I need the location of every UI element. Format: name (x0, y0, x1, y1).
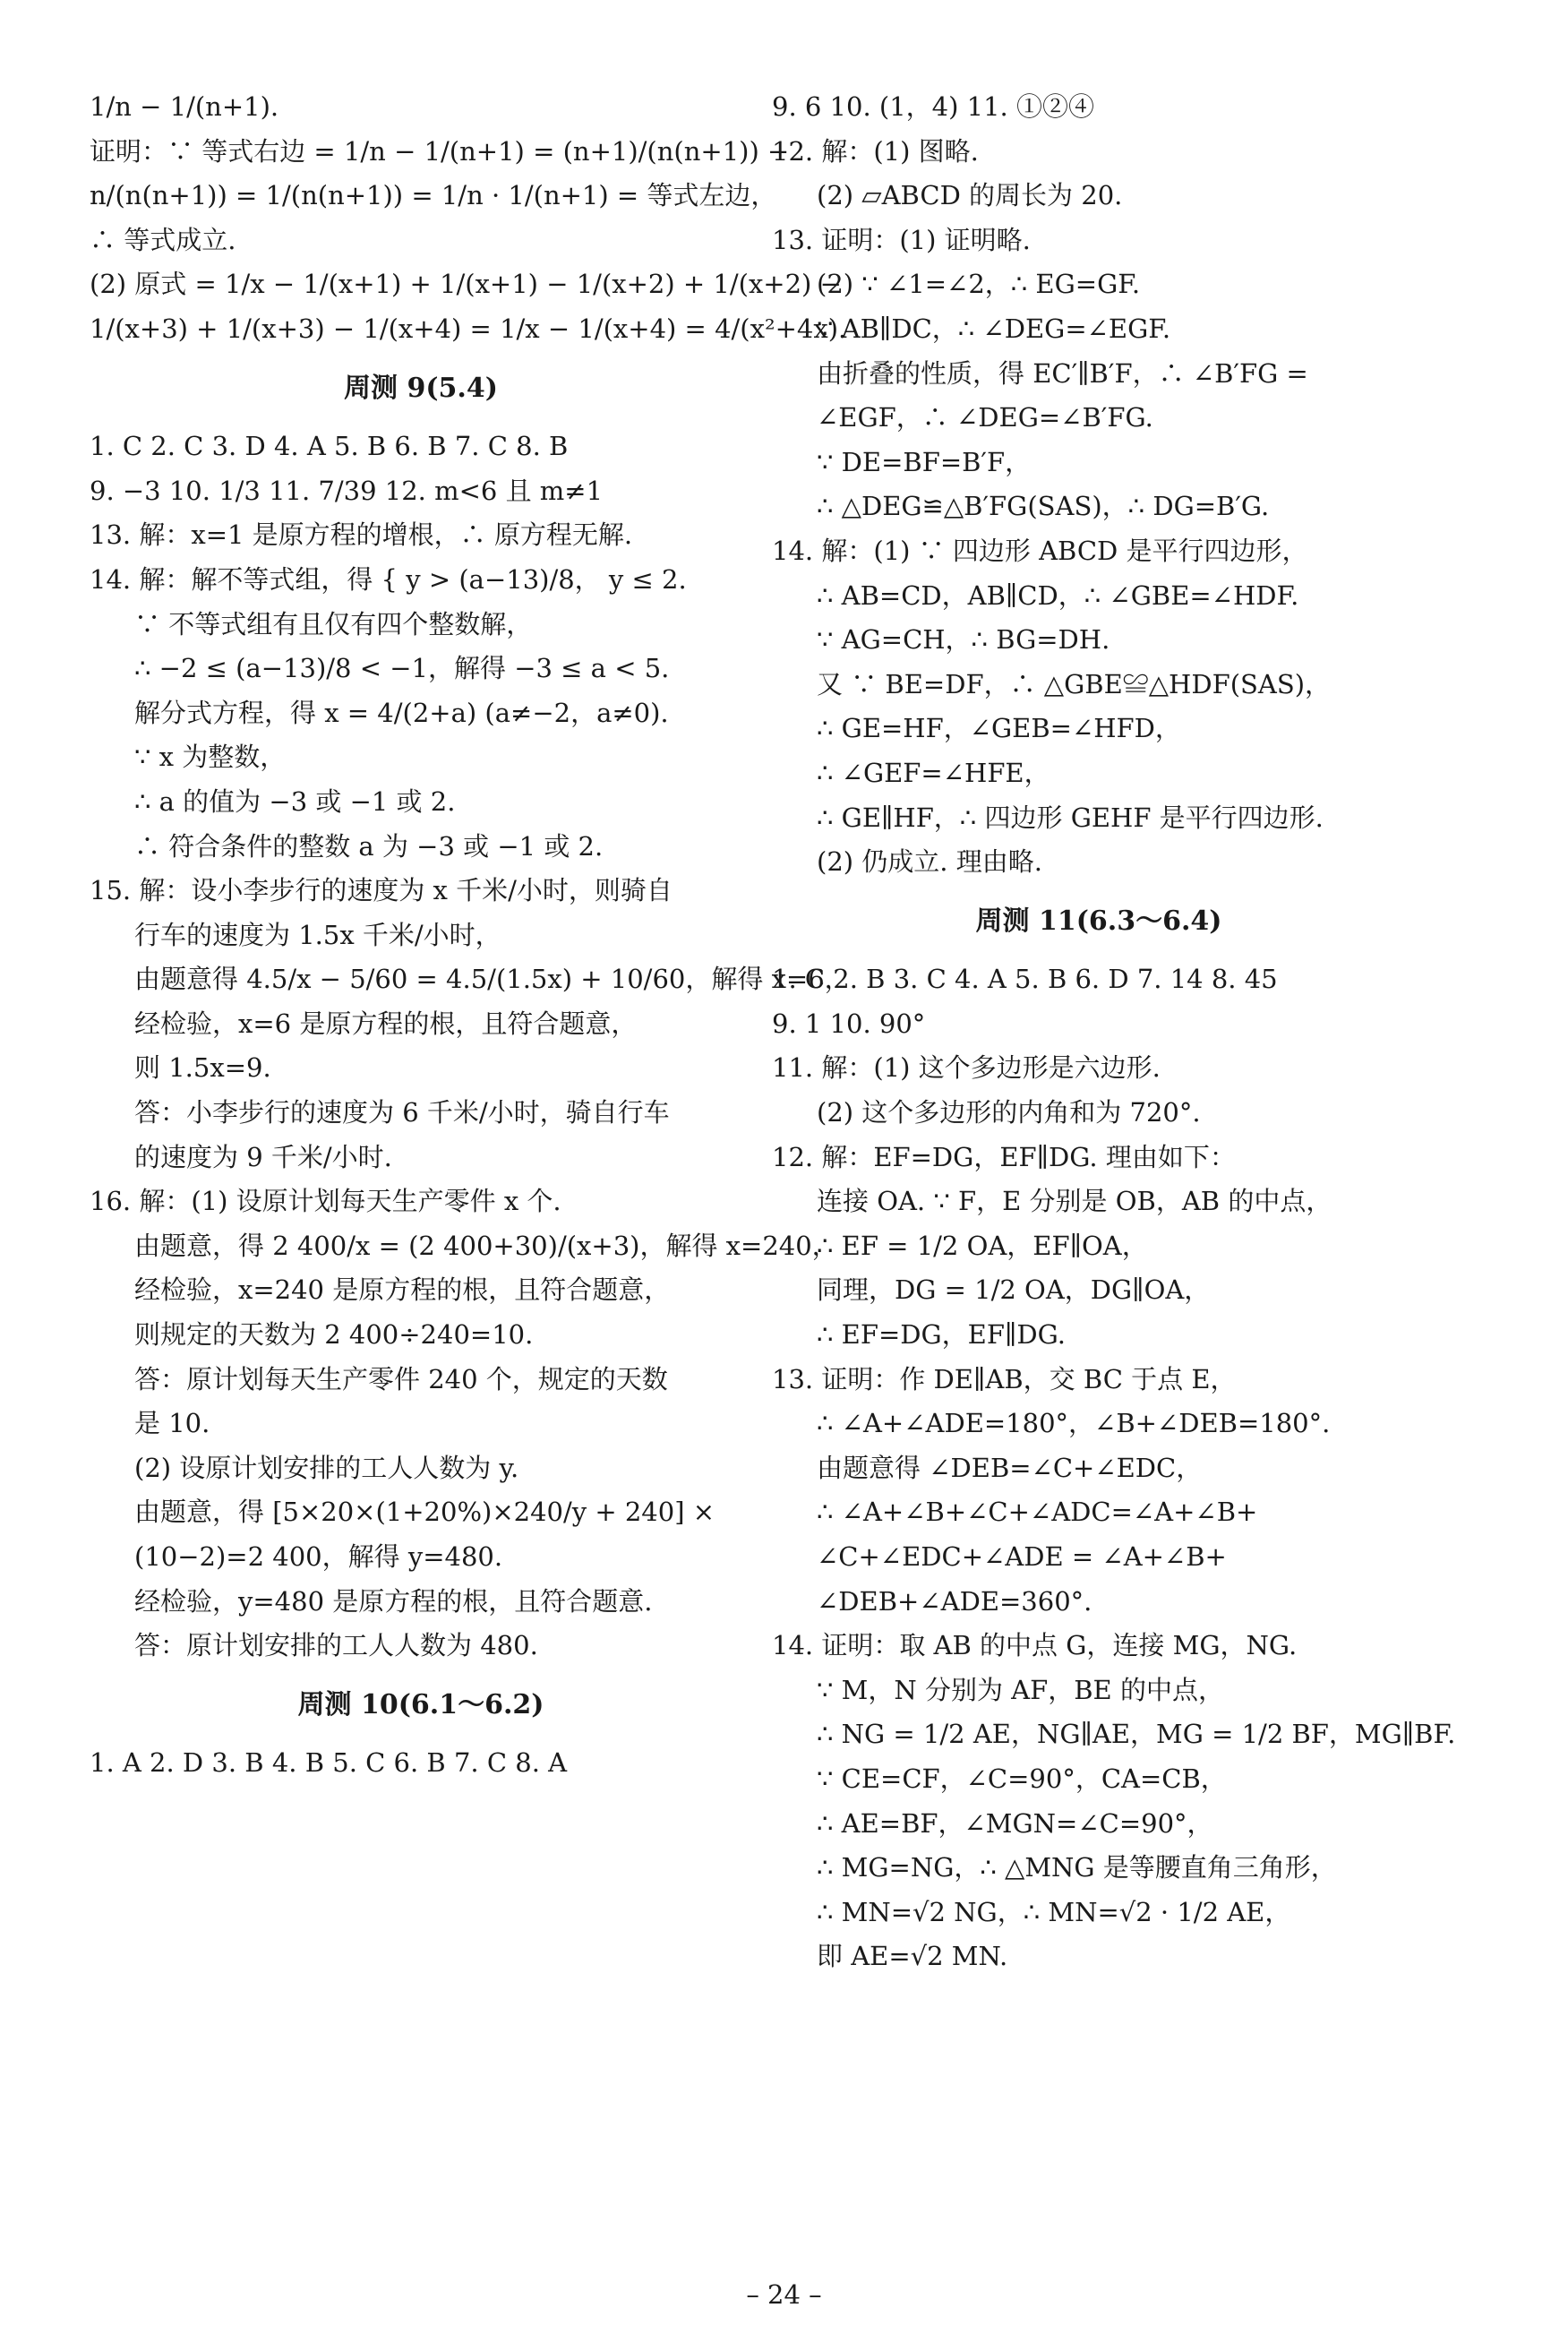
answer-line: 答：小李步行的速度为 6 千米/小时，骑自行车 (134, 1097, 670, 1128)
answer-line: ∠C+∠EDC+∠ADE = ∠A+∠B+ (817, 1541, 1227, 1572)
answer-line: 15. 解：设小李步行的速度为 x 千米/小时，则骑自 (90, 875, 673, 906)
answer-line: (2) 设原计划安排的工人人数为 y. (134, 1452, 519, 1483)
answer-line: 1. A 2. D 3. B 4. B 5. C 6. B 7. C 8. A (90, 1747, 568, 1779)
answer-line: ∴ EF = 1/2 OA，EF∥OA， (817, 1230, 1148, 1261)
answer-line: 经检验，y=480 是原方程的根，且符合题意. (134, 1585, 653, 1617)
answer-line: 的速度为 9 千米/小时. (134, 1141, 392, 1172)
answer-line: 证明：∵ 等式右边 = 1/n − 1/(n+1) = (n+1)/(n(n+1)) − (90, 135, 790, 167)
answer-line: ∵ M，N 分别为 AF，BE 的中点， (817, 1674, 1224, 1705)
answer-line: ∴ △DEG≌△B′FG(SAS)，∴ DG=B′G. (817, 491, 1270, 522)
page-number: – 24 – (746, 2279, 822, 2310)
answer-line: 9. −3 10. 1/3 11. 7/39 12. m<6 且 m≠1 (90, 475, 604, 506)
answer-line: 12. 解：(1) 图略. (772, 135, 979, 167)
answer-line: 经检验，x=240 是原方程的根，且符合题意， (134, 1274, 671, 1306)
answer-line: ∴ ∠GEF=∠HFE， (817, 757, 1050, 788)
answer-line: 1. C 2. B 3. C 4. A 5. B 6. D 7. 14 8. 45 (772, 964, 1278, 995)
right-column (772, 85, 1456, 1979)
answer-line: (2) 这个多边形的内角和为 720°. (817, 1097, 1201, 1128)
answer-line: 9. 6 10. (1，4) 11. ①②④ (772, 91, 1094, 122)
answer-line: 由题意得 4.5/x − 5/60 = 4.5/(1.5x) + 10/60，解得 x=6， (134, 964, 851, 995)
answer-line: 由题意，得 2 400/x = (2 400+30)/(x+3)，解得 x=240， (134, 1230, 838, 1261)
section-heading: 周测 10(6.1～6.2) (297, 1688, 544, 1720)
answer-line: ∴ AB=CD，AB∥CD，∴ ∠GBE=∠HDF. (817, 579, 1299, 611)
answer-line: ∴ GE=HF，∠GEB=∠HFD， (817, 713, 1181, 744)
answer-line: 解分式方程，得 x = 4/(2+a) (a≠−2，a≠0). (134, 697, 669, 728)
section-heading: 周测 9(5.4) (344, 372, 498, 404)
answer-line: ∵ x 为整数， (134, 742, 287, 773)
answer-line: 答：原计划每天生产零件 240 个，规定的天数 (134, 1363, 668, 1394)
answer-line: (2) 原式 = 1/x − 1/(x+1) + 1/(x+1) − 1/(x+2) + 1/(x+2) − (90, 269, 842, 300)
answer-line: ∴ 等式成立. (90, 224, 236, 255)
answer-line: ∴ MN=√2 NG，∴ MN=√2 · 1/2 AE， (817, 1896, 1291, 1927)
answer-line: (2) 仍成立. 理由略. (817, 846, 1042, 878)
answer-line: 16. 解：(1) 设原计划每天生产零件 x 个. (90, 1186, 561, 1217)
answer-line: 又 ∵ BE=DF，∴ △GBE≌△HDF(SAS)， (817, 668, 1332, 699)
answer-line: ∵ DE=BF=B′F， (817, 446, 1032, 477)
answer-line: ∴ MG=NG，∴ △MNG 是等腰直角三角形， (817, 1852, 1337, 1883)
answer-line: n/(n(n+1)) = 1/(n(n+1)) = 1/n · 1/(n+1) = 等式左边， (90, 180, 777, 211)
answer-line: 1. C 2. C 3. D 4. A 5. B 6. B 7. C 8. B (90, 431, 569, 462)
answer-line: ∠EGF，∴ ∠DEG=∠B′FG. (817, 402, 1153, 433)
answer-line: 1/n − 1/(n+1). (90, 91, 279, 122)
answer-line: ∵ AG=CH，∴ BG=DH. (817, 624, 1110, 656)
answer-line: 由折叠的性质，得 EC′∥B′F，∴ ∠B′FG = (817, 357, 1308, 389)
answer-line: (10−2)=2 400，解得 y=480. (134, 1541, 503, 1572)
answer-line: ∴ a 的值为 −3 或 −1 或 2. (134, 785, 456, 817)
answer-line: ∴ EF=DG，EF∥DG. (817, 1319, 1066, 1351)
answer-line: 14. 解：(1) ∵ 四边形 ABCD 是平行四边形， (772, 535, 1308, 566)
answer-line: 连接 OA. ∵ F，E 分别是 OB，AB 的中点， (817, 1186, 1332, 1217)
section-heading: 周测 11(6.3～6.4) (975, 905, 1222, 937)
answer-line: 14. 解：解不等式组，得 { y > (a−13)/8， y ≤ 2. (90, 563, 687, 595)
answer-line: 13. 解：x=1 是原方程的增根，∴ 原方程无解. (90, 519, 633, 551)
answer-line: 答：原计划安排的工人人数为 480. (134, 1630, 538, 1661)
answer-line: 13. 证明：(1) 证明略. (772, 224, 1031, 255)
answer-line: 则规定的天数为 2 400÷240=10. (134, 1319, 534, 1351)
answer-line: ∴ −2 ≤ (a−13)/8 < −1，解得 −3 ≤ a < 5. (134, 653, 670, 684)
answer-line: 11. 解：(1) 这个多边形是六边形. (772, 1052, 1161, 1084)
answer-line: 是 10. (134, 1408, 210, 1439)
answer-line: 则 1.5x=9. (134, 1052, 271, 1084)
answer-line: (2) ▱ABCD 的周长为 20. (817, 180, 1123, 211)
answer-line: 由题意，得 [5×20×(1+20%)×240/y + 240] × (134, 1497, 715, 1528)
answer-line: 14. 证明：取 AB 的中点 G，连接 MG，NG. (772, 1630, 1298, 1661)
answer-line: ∴ ∠A+∠ADE=180°，∠B+∠DEB=180°. (817, 1408, 1331, 1439)
answer-line: ∵ 不等式组有且仅有四个整数解， (134, 608, 533, 639)
answer-line: 由题意得 ∠DEB=∠C+∠EDC， (817, 1452, 1203, 1483)
answer-line: 同理，DG = 1/2 OA，DG∥OA， (817, 1274, 1211, 1306)
answer-line: 行车的速度为 1.5x 千米/小时， (134, 919, 501, 950)
answer-line: 9. 1 10. 90° (772, 1008, 926, 1039)
answer-line: ∴ NG = 1/2 AE，NG∥AE，MG = 1/2 BF，MG∥BF. (817, 1719, 1456, 1750)
answer-line: 即 AE=√2 MN. (817, 1941, 1008, 1972)
answer-line: 1/(x+3) + 1/(x+3) − 1/(x+4) = 1/x − 1/(x+4) = 4/(x²+4x). (90, 313, 847, 344)
answer-line: (2) ∵ ∠1=∠2，∴ EG=GF. (817, 269, 1141, 300)
answer-line: ∴ ∠A+∠B+∠C+∠ADC=∠A+∠B+ (817, 1497, 1258, 1528)
answer-line: ∴ 符合条件的整数 a 为 −3 或 −1 或 2. (134, 830, 604, 862)
answer-line: ∴ AE=BF，∠MGN=∠C=90°， (817, 1807, 1213, 1839)
answer-line: ∵ AB∥DC，∴ ∠DEG=∠EGF. (817, 313, 1171, 344)
answer-line: ∴ GE∥HF，∴ 四边形 GEHF 是平行四边形. (817, 802, 1324, 833)
answer-line: ∵ CE=CF，∠C=90°，CA=CB， (817, 1763, 1227, 1794)
answer-line: 13. 证明：作 DE∥AB，交 BC 于点 E， (772, 1363, 1237, 1394)
answer-line: 经检验，x=6 是原方程的根，且符合题意， (134, 1008, 638, 1039)
answer-line: 12. 解：EF=DG，EF∥DG. 理由如下： (772, 1141, 1236, 1172)
answer-line: ∠DEB+∠ADE=360°. (817, 1585, 1092, 1617)
